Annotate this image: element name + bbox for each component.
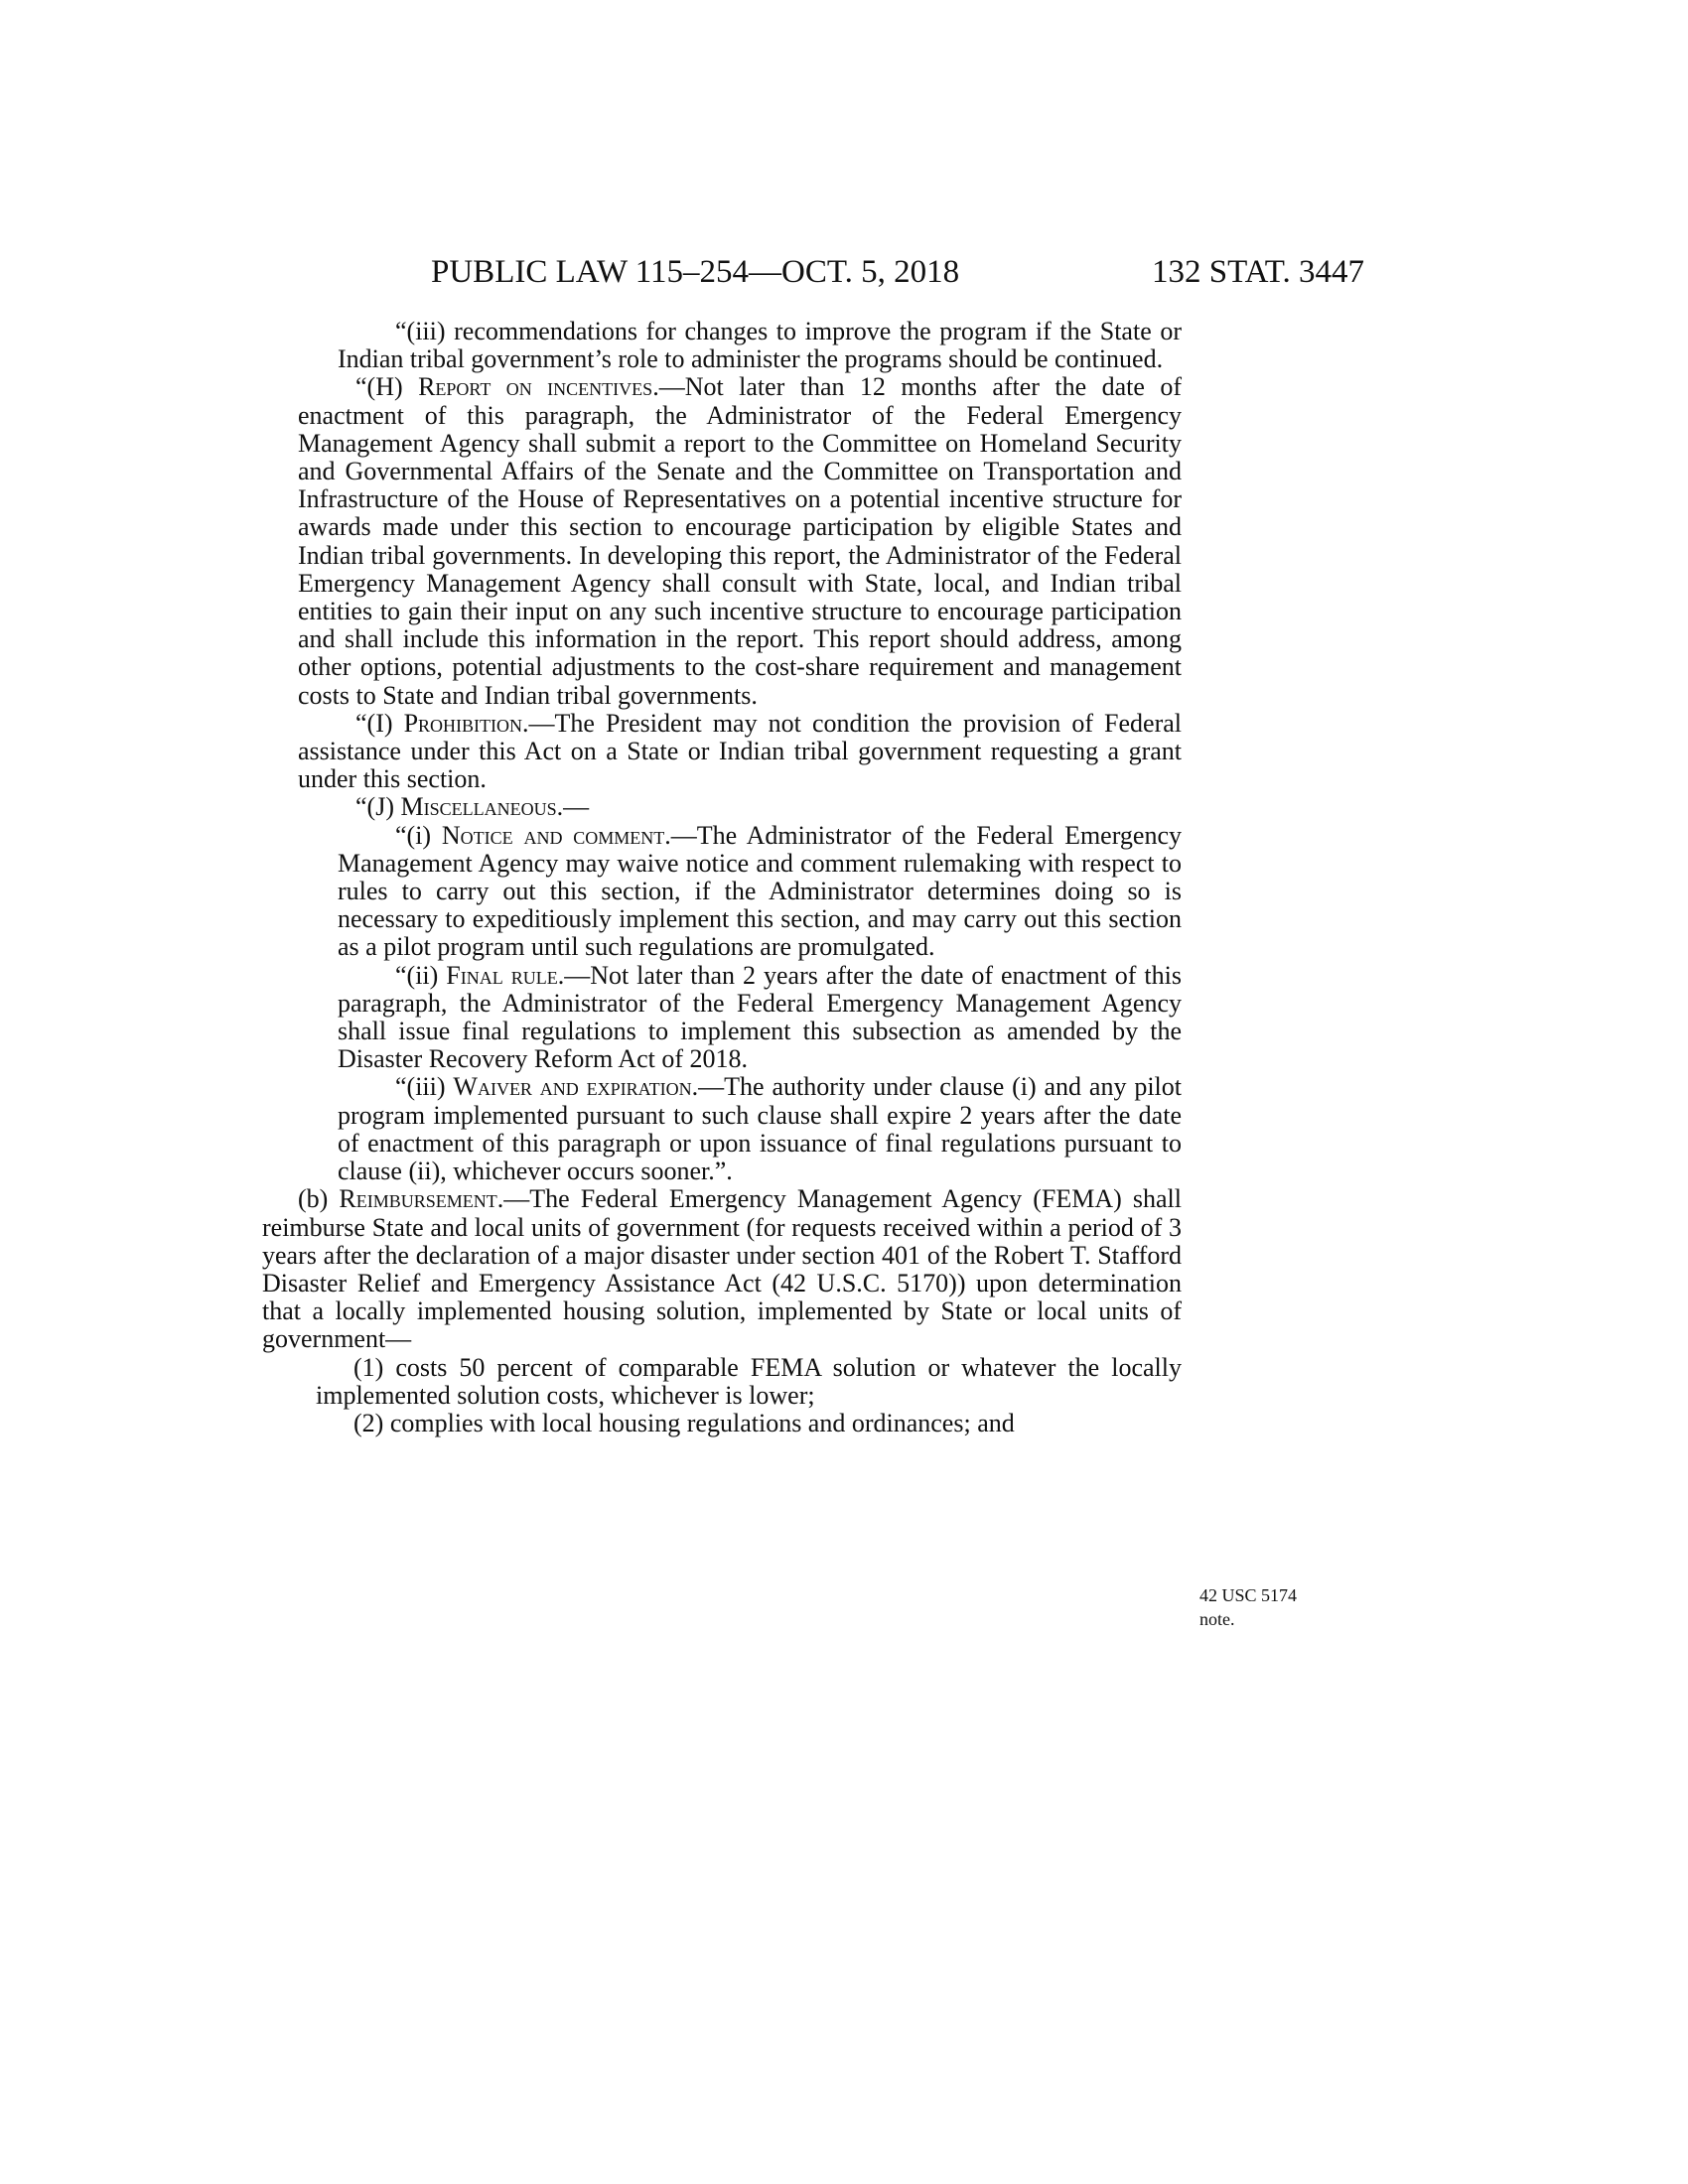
heading-waiver-and-expiration: Waiver and expiration (453, 1072, 692, 1102)
heading-miscellaneous: Miscellaneous (400, 792, 557, 822)
heading-final-rule: Final rule (446, 960, 558, 990)
header-public-law: PUBLIC LAW 115–254—OCT. 5, 2018 (431, 254, 960, 290)
heading-prohibition: Prohibition (403, 708, 523, 738)
clause-i-notice-comment: “(i) Notice and comment.—The Administrator of the Federal Emergency Management Agency may waive notice and comment rulemaking with respect to rules to carry out this section, if the Administrator determines doing so is necessary to expeditiously implement this section, and may carry out this section as a pilot program until such regulations are promulgated. (338, 820, 1182, 962)
margin-note-citation: 42 USC 5174 (1199, 1585, 1298, 1605)
clause-iii-waiver: “(iii) Waiver and expiration.—The authority under clause (i) and any pilot program implemented pursuant to such clause shall expire 2 years after the date of enactment of this paragraph or upon issuance of final regulations pursuant to clause (ii), whichever occurs sooner.”. (338, 1072, 1182, 1186)
margin-note-usc (1199, 1583, 1348, 1631)
statute-body (262, 317, 1182, 1437)
running-header (0, 250, 1688, 294)
subparagraph-i-prohibition: “(I) Prohibition.—The President may not condition the provision of Federal assistance under this Act on a State or Indian tribal government requesting a grant under this section. (298, 708, 1182, 794)
subparagraph-j-miscellaneous: “(J) Miscellaneous.— (355, 792, 590, 822)
heading-report-on-incentives: Report on incentives (418, 372, 653, 402)
header-stat-page: 132 STAT. 3447 (1152, 254, 1365, 290)
margin-note-label: note. (1199, 1609, 1235, 1629)
heading-notice-and-comment: Notice and comment (441, 820, 665, 850)
paragraph-2-complies: (2) complies with local housing regulations and ordinances; and (353, 1408, 1015, 1437)
clause-ii-final-rule: “(ii) Final rule.—Not later than 2 years after the date of enactment of this paragraph, the Administrator of the Federal Emergency Management Agency shall issue final regulations to implement this subsection as amended by the Disaster Recovery Reform Act of 2018. (338, 960, 1182, 1074)
paragraph-1-costs: (1) costs 50 percent of comparable FEMA solution or whatever the locally implemented solution costs, whichever is lower; (316, 1352, 1182, 1410)
heading-reimbursement: Reimbursement (339, 1184, 497, 1214)
subparagraph-h-report: “(H) Report on incentives.—Not later than 12 months after the date of enactment of this paragraph, the Administrator of the Federal Emergency Management Agency shall submit a report to the Committee on Homeland Security and Governmental Affairs of the Senate and the Committee on Transportation and Infrastructure of the House of Representatives on a potential incentive structure for awards made under this section to encourage participation by eligible States and Indian tribal governments. In developing this report, the Administrator of the Federal Emergency Management Agency shall consult with State, local, and Indian tribal entities to gain their input on any such incentive structure to encourage participation and shall include this information in the report. This report should address, among other options, potential adjustments to the cost-share requirement and management costs to State and Indian tribal governments. (298, 372, 1182, 710)
subsection-b-reimbursement: (b) Reimbursement.—The Federal Emergency Management Agency (FEMA) shall reimburse State and local units of government (for requests received within a period of 3 years after the declaration of a major disaster under section 401 of the Robert T. Stafford Disaster Relief and Emergency Assistance Act (42 U.S.C. 5170)) upon determination that a locally implemented housing solution, implemented by State or local units of government— (262, 1184, 1182, 1354)
clause-iii-recommendations: “(iii) recommendations for changes to improve the program if the State or Indian tribal government’s role to administer the programs should be continued. (338, 317, 1182, 374)
